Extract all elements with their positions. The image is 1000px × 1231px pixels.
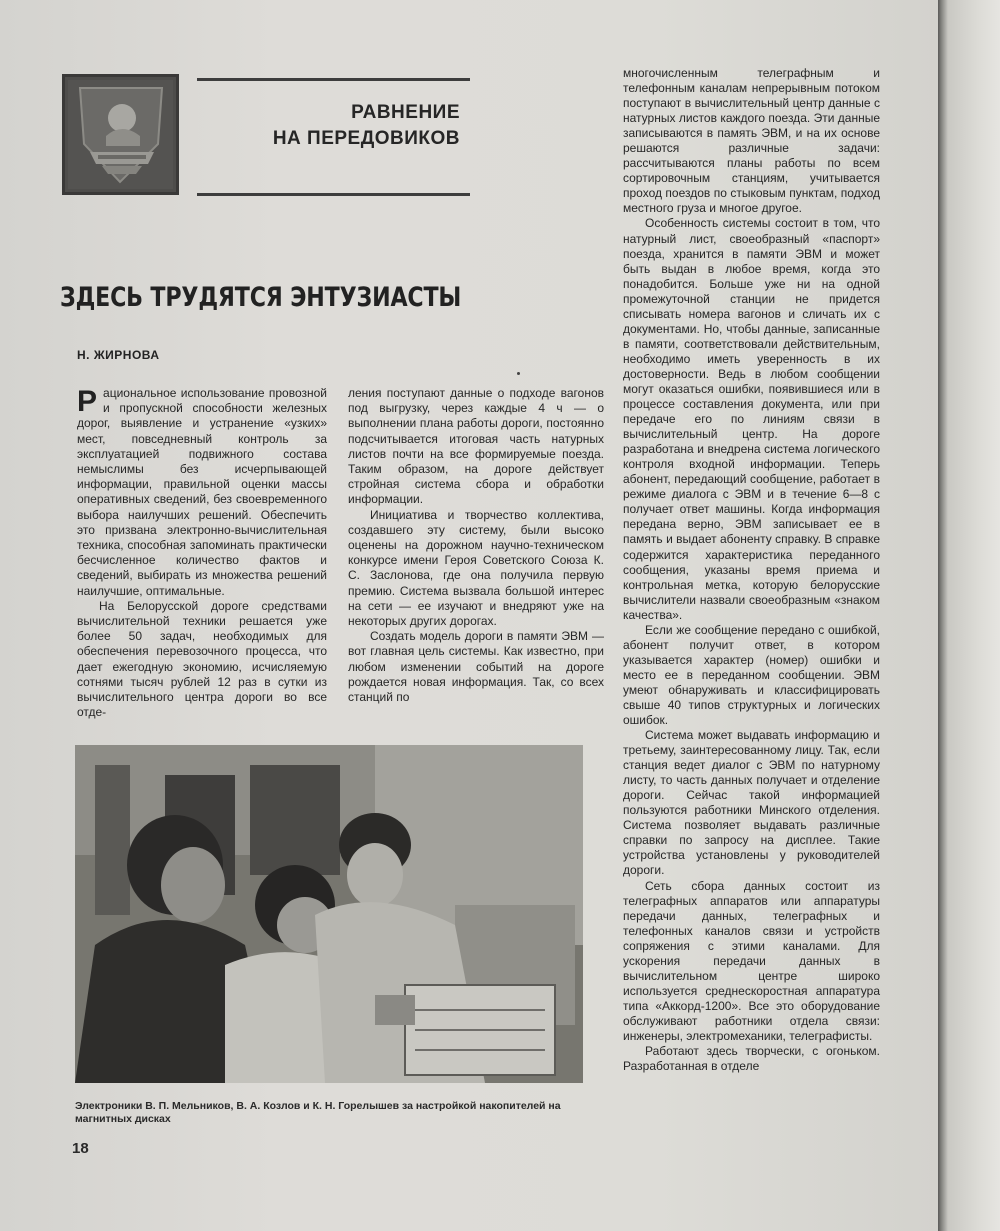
paragraph: Особенность системы состоит в том, что натурный лист, своеобразный «паспорт» поезда, хранится в памяти ЭВМ и может быть выдан в любое время, когда это понадобится. Больше уже ни на одной промежуточной станции не придется списывать номера вагонов и сличать их с документами. Но, чтобы данные, записанные в памяти, соответствовали действительным, необходимо иметь уверенность в их достоверности. Ведь в любом сообщении могут оказаться ошибки, появившиеся или в процессе составления документа, или при передаче его по линиям связи в вычислительный центр. На дороге разработана и внедрена система логического контроля входной информации. Теперь абонент, передающий сообщение, работает в режиме диалога с ЭВМ и в течение 6—8 с получает ответ машины. Когда информация передана верно, ЭВМ записывает ее в память и выдает абоненту справку. В справке содержится характеристика переданного сообщения, указаны время приема и контрольная метка, которую белорусские вычислители назвали своеобразным «знаком качества». [623, 216, 880, 622]
rubric-line-2: НА ПЕРЕДОВИКОВ [272, 128, 460, 149]
page-number: 18 [72, 1140, 89, 1157]
paragraph: ления поступают данные о подходе вагонов под выгрузку, через каждые 4 ч — о выполнении плана работы дороги, постоянно подсчитывается итоговая часть натурных листов почти на все формируемые поезда. Таким образом, на дороге действует стройная система сбора и обработки информации. [348, 386, 604, 507]
article-column-1 [77, 386, 327, 720]
article-column-3 [623, 66, 880, 1074]
rubric-rule-top [197, 78, 470, 81]
lenin-emblem-badge [62, 74, 179, 195]
rubric-line-1: РАВНЕНИЕ [351, 102, 460, 123]
paragraph: Сеть сбора данных состоит из телеграфных аппаратов или аппаратуры передачи данных, телеграфных и телефонных каналов связи и устройств сопряжения с этими каналами. Для ускорения передачи данных в вычислительном центре широко используется среднескоростная аппаратура типа «Аккорд-1200». Все это оборудование обслуживают работники отдела связи: инженеры, электромеханики, телеграфисты. [623, 878, 880, 1043]
paragraph: Инициатива и творчество коллектива, создавшего эту систему, были высоко оценены на дорожном научно-техническом конкурсе имени Героя Советского Союза К. С. Заслонова, где она получила первую премию. Система вызвала большой интерес на сети — ее изучают и внедряют уже на некоторых других дорогах. [348, 507, 604, 629]
paragraph: Система может выдавать информацию и третьему, заинтересованному лицу. Так, если станция ведет диалог с ЭВМ по натурному листу, то часть данных получает и отделение дороги. Сейчас такой информацией пользуются работники Минского отделения. Система позволяет выдавать различные справки по запросу на дисплее. Такие устройства установлены у руководителей дороги. [623, 728, 880, 878]
paragraph: многочисленным телеграфным и телефонным каналам непрерывным потоком поступают в вычислительный центр данные с натурных листов каждого поезда. Эти данные записываются в память ЭВМ, и на их основе решаются различные задачи: рассчитываются планы работы по всем сортировочным станциям, учитывается проход поездов по стыковым пунктам, подход местного груза и многое другое. [623, 66, 880, 216]
page-speck [517, 372, 520, 375]
photo-caption: Электроники В. П. Мельников, В. А. Козлов и К. Н. Горелышев за настройкой накопителей на магнитных дисках [75, 1100, 561, 1125]
paragraph: Создать модель дороги в памяти ЭВМ — вот главная цель системы. Как известно, при любом изменении событий на дороге рождается новая информация. Так, со всех станций по [348, 629, 604, 705]
drop-cap: Р [77, 385, 98, 418]
paragraph: Работают здесь творчески, с огоньком. Разработанная в отделе [623, 1044, 880, 1074]
paragraph: Если же сообщение передано с ошибкой, абонент получит ответ, в котором указывается характер (номер) ошибки и место ее в переданном сообщении. ЭВМ умеют обнаруживать и классифицировать свыше 40 типов структурных и логических ошибок. [623, 622, 880, 728]
rubric-title [200, 100, 460, 152]
paragraph: На Белорусской дороге средствами вычислительной техники решается уже более 50 задач, необходимых для обеспечения перевозочного процесса, что дает ежегодную экономию, исчисляемую сотнями тысяч рублей 12 раз в сутки из вычислительного центра дороги во все отде- [77, 598, 327, 720]
article-headline: ЗДЕСЬ ТРУДЯТСЯ ЭНТУЗИАСТЫ [60, 282, 462, 313]
article-author: Н. ЖИРНОВА [77, 348, 160, 362]
article-column-2 [348, 386, 604, 705]
page-gutter-shadow [938, 0, 1000, 1231]
paragraph: Рациональное использование провозной и пропускной способности железных дорог, выявление и устранение «узких» мест, повседневный контроль за эксплуатацией подвижного состава немыслимы без исчерпывающей информации, правильной оценки массы оперативных сведений, без своевременного выбора наилучших решений. Обеспечить это призвана электронно-вычислительная техника, способная запоминать практически бесчисленное количество фактов и сведений, выбирать из множества решений наилучшие, оптимальные. [77, 385, 327, 598]
rubric-rule-bottom [197, 193, 470, 196]
article-photo [75, 745, 583, 1083]
